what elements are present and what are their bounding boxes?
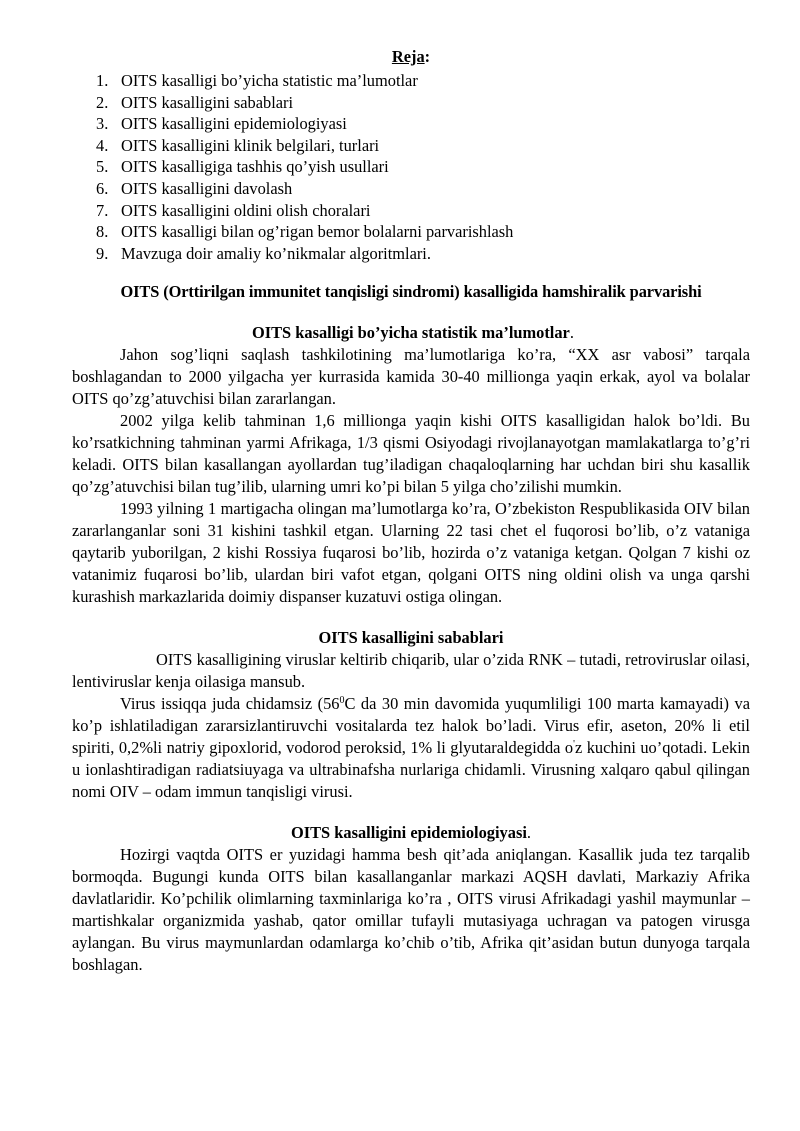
- plan-item-number: 4.: [96, 135, 109, 155]
- plan-item: [72, 113, 750, 135]
- plan-item-number: 5.: [96, 157, 109, 177]
- plan-item-number: 6.: [96, 178, 109, 198]
- plan-item-text: OITS kasalligini oldini olish choralari: [121, 200, 371, 220]
- plan-item-number: 8.: [96, 222, 109, 242]
- plan-item-text: OITS kasalligini sabablari: [121, 92, 294, 112]
- plan-item-number: 7.: [96, 200, 109, 220]
- plan-item: [72, 221, 750, 243]
- apostrophe-superscript: ': [573, 739, 575, 751]
- plan-title-colon: :: [424, 47, 431, 66]
- plan-item: [72, 156, 750, 178]
- plan-heading: [72, 46, 750, 68]
- plan-item-text: OITS kasalligini davolash: [121, 178, 293, 198]
- statistics-paragraph-3: 1993 yilning 1 martigacha olingan ma’lumotlarga ko’ra, O’zbekiston Respublikasida OIV bilan zararlanganlar soni 31 kishini tashkil etgan. Ularning 22 tasi chet el fuqorosi bo’lib, o’z vataniga qaytarib yuborilgan, 2 kishi Rossiya fuqarosi bo’lib, hozirda o’z vataniga ketgan. Qolgan 7 kishi oz vatanimiz fuqarosi bo’lib, ulardan biri vafot etgan, qolgani OITS ning oldini olish va unga qarshi kurashish markazlarida doimiy dispanser kuzatuvi ostiga olingan.: [72, 499, 750, 607]
- causes-p2-part-a: Virus issiqqa juda chidamsiz (56: [120, 694, 340, 714]
- plan-item-text: OITS kasalligiga tashhis qo’yish usullari: [121, 157, 389, 177]
- plan-item-text: Mavzuga doir amaliy ko’nikmalar algoritmlari.: [121, 243, 431, 263]
- section-statistics-heading: [72, 322, 750, 344]
- causes-p2-part-c: z kuchini uo’qotadi. Lekin u ionlashtiradigan radiatsiuyaga va ultrabinafsha nurlariga chidamli. Virusning xalqaro qabul qilingan nomi OIV – odam immun tanqisligi virusi.: [72, 738, 750, 802]
- plan-item-number: 9.: [96, 243, 109, 263]
- plan-item-number: 2.: [96, 92, 109, 112]
- statistics-paragraph-1: Jahon sog’liqni saqlash tashkilotining ma’lumotlariga ko’ra, “XX asr vabosi” tarqala boshlagandan to 2000 yilgacha yer kurrasida kamida 30-40 millionga yaqin erkak, ayol va bolalar OITS qo’zg’atuvchisi bilan zararlangan.: [72, 345, 750, 409]
- section-epidemiology-title-period: .: [526, 823, 531, 843]
- plan-item: [72, 70, 750, 92]
- plan-item-text: OITS kasalligini klinik belgilari, turlari: [121, 135, 380, 155]
- section-epidemiology-title: OITS kasalligini epidemiologiyasi: [290, 823, 527, 843]
- section-statistics-title-period: .: [569, 323, 574, 343]
- section-epidemiology-heading: [72, 822, 750, 844]
- causes-p2-part-b: C da 30 min davomida yuqumliligi 100 marta kamayadi) va ko’p ishlatiladigan zararsizlantiruvchi vositalarda tez halok bo’ladi. Virus efir, aseton, 20% li etil spiriti, 0,2%li natriy gipoxlorid, vodorod peroksid, 1% li glyutaraldegidda o: [72, 694, 750, 758]
- document-page: [72, 46, 750, 976]
- causes-paragraph-1: OITS kasalligining viruslar keltirib chiqarib, ular o’zida RNK – tutadi, retroviruslar oilasi, lentiviruslar kenja oilasiga mansub.: [72, 650, 750, 692]
- plan-item: [72, 243, 750, 265]
- causes-paragraph-2: [72, 693, 750, 803]
- plan-title: Reja: [391, 47, 425, 66]
- degree-superscript: 0: [339, 695, 345, 707]
- plan-item-text: OITS kasalligi bilan og’rigan bemor bolalarni parvarishlash: [121, 222, 514, 242]
- plan-item: [72, 178, 750, 200]
- statistics-paragraph-2: 2002 yilga kelib tahminan 1,6 millionga yaqin kishi OITS kasalligidan halok bo’ldi. Bu ko’rsatkichning tahminan yarmi Afrikaga, 1/3 qismi Osiyodagi rivojlanayotgan mamlakatlarga to’g’ri keladi. OITS bilan kasallangan ayollardan tug’iladigan chaqaloqlarning har uchdan biri shu kasallik qo’zg’atuvchisi bilan tug’ilib, ularning umri ko’pi bilan 5 yilga cho’zilishi mumkin.: [72, 411, 750, 497]
- plan-item: [72, 200, 750, 222]
- section-causes-heading: OITS kasalligini sabablari: [318, 628, 504, 648]
- plan-list: [72, 70, 750, 264]
- epidemiology-paragraph-1: Hozirgi vaqtda OITS er yuzidagi hamma besh qit’ada aniqlangan. Kasallik juda tez tarqalib bormoqda. Bugungi kunda OITS bilan kasallanganlar markazi AQSH davlati, Markaziy Afrika davlatlaridir. Ko’pchilik olimlarning taxminlariga ko’ra , OITS virusi Afrikadagi yashil maymunlar – martishkalar organizmida yashab, qator omillar tufayli mutasiyaga uchragan va patogen virusga aylangan. Bu virus maymunlardan odamlarga ko’chib o’tib, Afrika qit’asidan butun dunyoga tarqala boshlagan.: [72, 845, 750, 975]
- section-statistics-title: OITS kasalligi bo’yicha statistik ma’lumotlar: [252, 323, 570, 343]
- plan-item: [72, 92, 750, 114]
- plan-item-text: OITS kasalligi bo’yicha statistic ma’lumotlar: [121, 71, 418, 90]
- plan-item-number: 3.: [96, 114, 109, 134]
- plan-item-number: 1.: [96, 71, 109, 90]
- plan-item: [72, 135, 750, 157]
- document-main-title: OITS (Orttirilgan immunitet tanqisligi sindromi) kasalligida hamshiralik parvarishi: [120, 282, 702, 302]
- plan-item-text: OITS kasalligini epidemiologiyasi: [121, 114, 347, 134]
